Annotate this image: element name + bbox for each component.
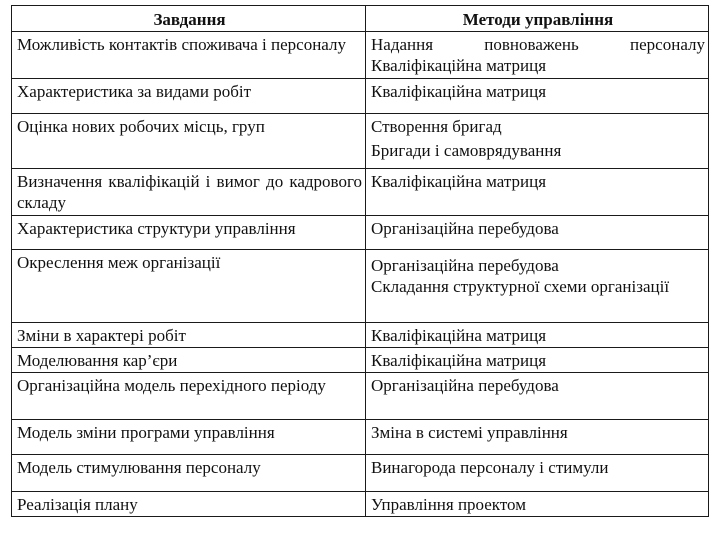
task-cell: Реалізація плану: [12, 492, 366, 517]
table-row: [12, 114, 709, 169]
table-row: [12, 492, 709, 517]
task-cell: Можливість контактів споживача і персоналу: [12, 32, 366, 79]
methods-cell: [366, 250, 709, 323]
header-methods: Методи управління: [366, 6, 709, 32]
method-item: Бригади і самоврядування: [371, 141, 562, 160]
task-cell: Моделювання кар’єри: [12, 348, 366, 373]
method-item: Надання повноважень персоналу: [371, 35, 705, 54]
method-item: Винагорода персоналу і стимули: [371, 458, 609, 477]
table-row: [12, 216, 709, 250]
method-item: Складання структурної схеми організації: [371, 277, 670, 296]
header-tasks: Завдання: [12, 6, 366, 32]
method-item: Створення бригад: [371, 117, 502, 136]
method-item: Організаційна перебудова: [371, 256, 559, 275]
table-row: [12, 348, 709, 373]
method-item: Кваліфікаційна матриця: [371, 82, 547, 101]
method-item: Кваліфікаційна матриця: [371, 351, 547, 370]
method-item: Кваліфікаційна матриця: [371, 326, 547, 345]
table-row: [12, 373, 709, 420]
task-cell: Оцінка нових робочих місць, груп: [12, 114, 366, 169]
methods-cell: [366, 323, 709, 348]
methods-cell: [366, 373, 709, 420]
table-row: [12, 250, 709, 323]
management-methods-table: [11, 5, 709, 517]
task-cell: Організаційна модель перехідного періоду: [12, 373, 366, 420]
methods-cell: [366, 114, 709, 169]
methods-cell: [366, 420, 709, 455]
task-cell: Характеристика структури управління: [12, 216, 366, 250]
method-item: Організаційна перебудова: [371, 376, 559, 395]
task-cell: Модель зміни програми управління: [12, 420, 366, 455]
task-cell: Модель стимулювання персоналу: [12, 455, 366, 492]
method-item: Кваліфікаційна матриця: [371, 56, 547, 75]
task-cell: Окреслення меж організації: [12, 250, 366, 323]
table-row: [12, 32, 709, 79]
table-header-row: [12, 6, 709, 32]
methods-cell: [366, 169, 709, 216]
task-cell: Зміни в характері робіт: [12, 323, 366, 348]
methods-cell: [366, 348, 709, 373]
methods-cell: [366, 32, 709, 79]
methods-cell: [366, 455, 709, 492]
table-row: [12, 169, 709, 216]
methods-cell: [366, 492, 709, 517]
table-row: [12, 79, 709, 114]
table-row: [12, 420, 709, 455]
method-item: Організаційна перебудова: [371, 219, 559, 238]
methods-cell: [366, 79, 709, 114]
method-item: Зміна в системі управління: [371, 423, 568, 442]
methods-cell: [366, 216, 709, 250]
table-row: [12, 323, 709, 348]
task-cell: Визначення кваліфікацій і вимог до кадрового складу: [12, 169, 366, 216]
method-item: Кваліфікаційна матриця: [371, 172, 547, 191]
table-row: [12, 455, 709, 492]
method-item: Управління проектом: [371, 495, 526, 514]
task-cell: Характеристика за видами робіт: [12, 79, 366, 114]
